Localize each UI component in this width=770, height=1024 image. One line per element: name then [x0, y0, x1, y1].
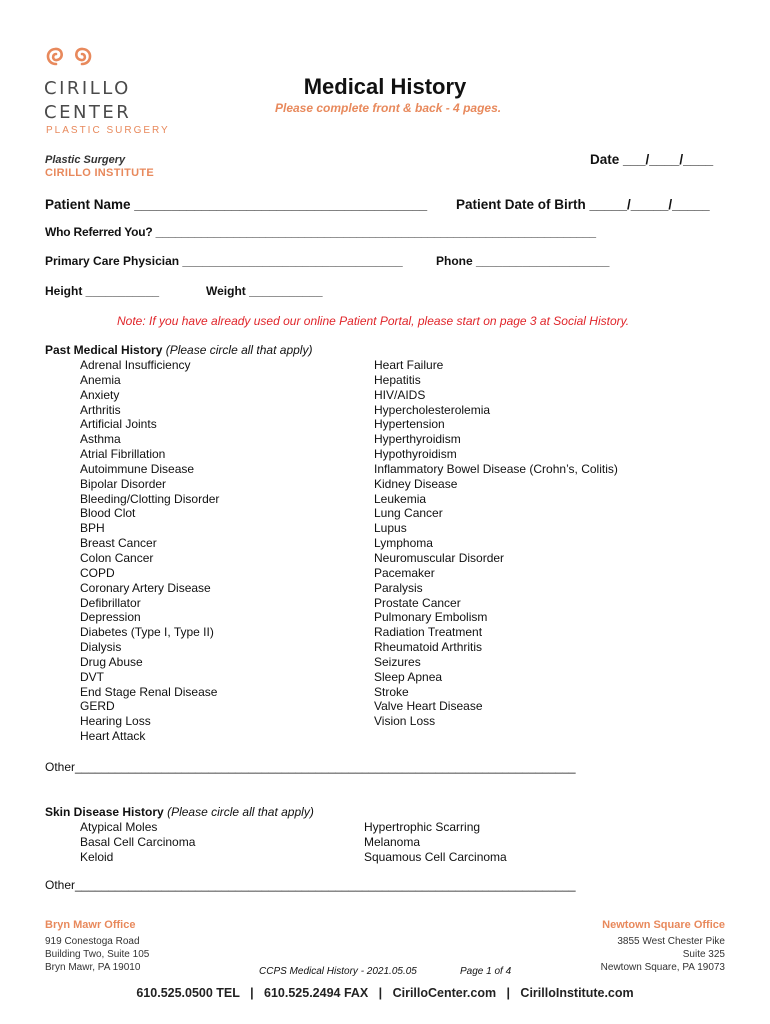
condition-item[interactable]: Pulmonary Embolism [374, 610, 488, 625]
skin-condition-item[interactable]: Keloid [80, 849, 114, 864]
condition-item[interactable]: Valve Heart Disease [374, 699, 483, 714]
skin-condition-item[interactable]: Basal Cell Carcinoma [80, 834, 196, 849]
address-line: Building Two, Suite 105 [45, 949, 150, 960]
address-line: Newtown Square, PA 19073 [600, 962, 725, 973]
condition-item[interactable]: Rheumatoid Arthritis [374, 640, 483, 655]
skin-condition-item[interactable]: Hypertrophic Scarring [364, 820, 481, 834]
past-medical-left-list [80, 358, 219, 744]
condition-item[interactable]: Lupus [374, 521, 407, 536]
condition-item[interactable]: COPD [80, 565, 115, 580]
address-line: 919 Conestoga Road [45, 936, 140, 947]
condition-item[interactable]: Autoimmune Disease [80, 461, 195, 476]
condition-item[interactable]: Prostate Cancer [374, 595, 461, 610]
condition-item[interactable]: Dialysis [80, 640, 122, 655]
condition-item[interactable]: Diabetes (Type I, Type II) [80, 625, 214, 640]
skin-other-field[interactable]: Other___________________________________________________________________________ [45, 878, 576, 892]
condition-item[interactable]: Lung Cancer [374, 506, 443, 521]
primary-care-field[interactable]: Primary Care Physician _________________________________ [45, 254, 403, 268]
condition-item[interactable]: Paralysis [374, 580, 423, 595]
page-number: Page 1 of 4 [460, 966, 512, 977]
dob-field[interactable]: Patient Date of Birth _____/_____/_____ [456, 197, 710, 212]
condition-item[interactable]: Arthritis [80, 402, 121, 417]
newtown-office-heading: Newtown Square Office [602, 919, 725, 931]
swirl-logo-icon [42, 42, 96, 72]
condition-item[interactable]: Lymphoma [374, 536, 433, 551]
condition-item[interactable]: Heart Attack [80, 729, 146, 744]
condition-item[interactable]: Hearing Loss [80, 714, 151, 729]
condition-item[interactable]: Seizures [374, 654, 421, 669]
cirillo-institute-label: CIRILLO INSTITUTE [45, 167, 154, 179]
condition-item[interactable]: Heart Failure [374, 358, 444, 372]
form-identifier: CCPS Medical History - 2021.05.05 [259, 966, 417, 977]
portal-note: Note: If you have already used our online Patient Portal, please start on page 3 at Social History. [117, 314, 630, 328]
condition-item[interactable]: Leukemia [374, 491, 427, 506]
condition-item[interactable]: Hypertension [374, 417, 445, 432]
skin-condition-item[interactable]: Atypical Moles [80, 820, 158, 834]
past-medical-other-field[interactable]: Other___________________________________________________________________________ [45, 760, 576, 774]
condition-item[interactable]: Vision Loss [374, 714, 436, 729]
plastic-surgery-label: Plastic Surgery [45, 154, 126, 166]
condition-item[interactable]: Artificial Joints [80, 417, 157, 432]
skin-left-list [80, 820, 195, 865]
condition-item[interactable]: Breast Cancer [80, 536, 157, 551]
weight-field[interactable]: Weight ___________ [206, 284, 323, 298]
condition-item[interactable]: BPH [80, 521, 105, 536]
condition-item[interactable]: Atrial Fibrillation [80, 447, 166, 462]
bryn-mawr-address [45, 935, 149, 974]
page-subtitle: Please complete front & back - 4 pages. [275, 101, 502, 115]
bryn-mawr-office-heading: Bryn Mawr Office [45, 919, 136, 931]
skin-condition-item[interactable]: Squamous Cell Carcinoma [364, 849, 507, 864]
condition-item[interactable]: Neuromuscular Disorder [374, 550, 505, 565]
condition-item[interactable]: Coronary Artery Disease [80, 580, 211, 595]
condition-item[interactable]: GERD [80, 699, 115, 714]
patient-name-field[interactable]: Patient Name _______________________________________ [45, 197, 428, 212]
brand-name-line2: CENTER [44, 102, 132, 123]
condition-item[interactable]: Stroke [374, 684, 409, 699]
contact-line: 610.525.0500 TEL | 610.525.2494 FAX | CirilloCenter.com | CirilloInstitute.com [136, 986, 634, 1000]
condition-item[interactable]: Anxiety [80, 387, 120, 402]
condition-item[interactable]: Defibrillator [80, 595, 141, 610]
condition-item[interactable]: Hypercholesterolemia [374, 402, 491, 417]
skin-right-list [364, 820, 507, 865]
skin-history-heading: Skin Disease History (Please circle all that apply) [45, 805, 314, 819]
condition-item[interactable]: Adrenal Insufficiency [80, 358, 191, 372]
condition-item[interactable]: Asthma [80, 432, 121, 447]
newtown-address [601, 935, 725, 974]
referred-by-field[interactable]: Who Referred You? ____________________________________________________________________ [45, 225, 596, 239]
condition-item[interactable]: Colon Cancer [80, 550, 154, 565]
address-line: 3855 West Chester Pike [617, 936, 725, 947]
date-field[interactable]: Date ___/____/____ [590, 152, 714, 167]
condition-item[interactable]: Hypothyroidism [374, 447, 457, 462]
condition-item[interactable]: Kidney Disease [374, 476, 458, 491]
condition-item[interactable]: Bipolar Disorder [80, 476, 167, 491]
condition-item[interactable]: End Stage Renal Disease [80, 684, 218, 699]
brand-subtitle: PLASTIC SURGERY [46, 125, 170, 136]
condition-item[interactable]: Anemia [80, 372, 121, 387]
condition-item[interactable]: HIV/AIDS [374, 387, 426, 402]
phone-field[interactable]: Phone ____________________ [436, 254, 610, 268]
address-line: Bryn Mawr, PA 19010 [45, 962, 141, 973]
address-line: Suite 325 [682, 949, 725, 960]
condition-item[interactable]: Drug Abuse [80, 654, 143, 669]
condition-item[interactable]: Blood Clot [80, 506, 136, 521]
condition-item[interactable]: Depression [80, 610, 141, 625]
condition-item[interactable]: Sleep Apnea [374, 669, 443, 684]
past-medical-heading: Past Medical History (Please circle all that apply) [45, 343, 313, 357]
condition-item[interactable]: Pacemaker [374, 565, 435, 580]
condition-item[interactable]: Hepatitis [374, 372, 421, 387]
past-medical-right-list [374, 358, 618, 729]
condition-item[interactable]: Bleeding/Clotting Disorder [80, 491, 220, 506]
condition-item[interactable]: Radiation Treatment [374, 625, 483, 640]
condition-item[interactable]: Hyperthyroidism [374, 432, 461, 447]
condition-item[interactable]: Inflammatory Bowel Disease (Crohn’s, Colitis) [374, 461, 618, 476]
skin-condition-item[interactable]: Melanoma [364, 834, 421, 849]
brand-name-line1: CIRILLO [44, 78, 131, 99]
page-title: Medical History [303, 74, 467, 99]
height-field[interactable]: Height ___________ [45, 284, 160, 298]
condition-item[interactable]: DVT [80, 669, 104, 684]
